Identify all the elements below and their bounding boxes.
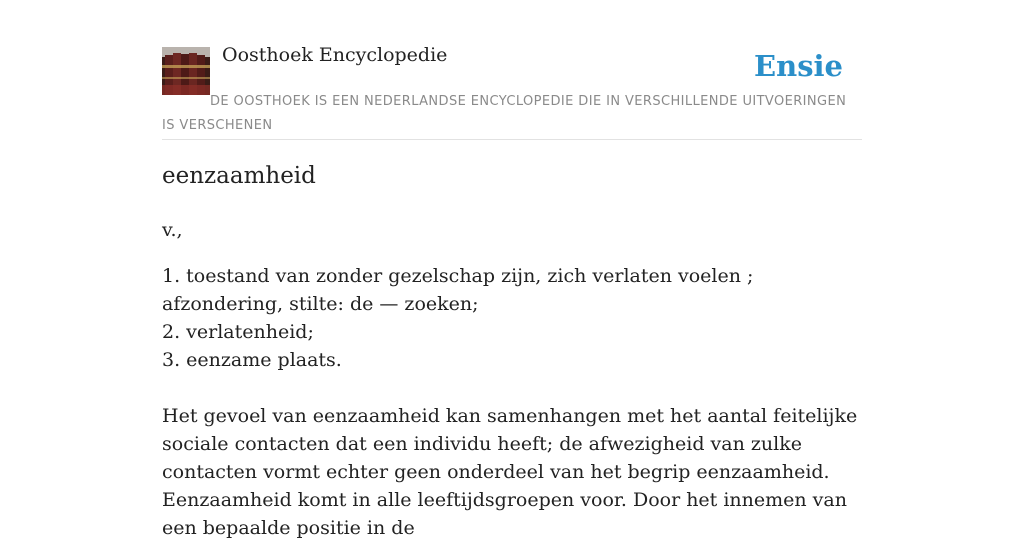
- entry-sense: 3. eenzame plaats.: [162, 349, 342, 371]
- book-spines-icon: [162, 47, 210, 95]
- source-avatar[interactable]: [162, 47, 210, 95]
- ensie-logo[interactable]: Ensie: [754, 49, 843, 83]
- header-divider: [162, 139, 862, 140]
- entry-sense: 2. verlatenheid;: [162, 321, 314, 343]
- entry-body: [162, 216, 862, 542]
- entry-title: eenzaamheid: [162, 163, 316, 189]
- entry-description: Het gevoel van eenzaamheid kan samenhangen met het aantal feitelijke sociale contacten dat een individu heeft; de afwezigheid van zulke contacten vormt echter geen onderdeel van het begrip eenzaamheid. Eenzaamheid komt in alle leeftijdsgroepen voor. Door het innemen van een bepaalde positie in de: [162, 405, 858, 539]
- entry-sense: 1. toestand van zonder gezelschap zijn, zich verlaten voelen ; afzondering, stilte: de — zoeken;: [162, 265, 754, 315]
- entry-grammar: v.,: [162, 219, 183, 241]
- source-name[interactable]: Oosthoek Encyclopedie: [222, 44, 448, 66]
- source-description: DE OOSTHOEK IS EEN NEDERLANDSE ENCYCLOPEDIE DIE IN VERSCHILLENDE UITVOERINGEN IS VERSCHENEN: [162, 94, 847, 133]
